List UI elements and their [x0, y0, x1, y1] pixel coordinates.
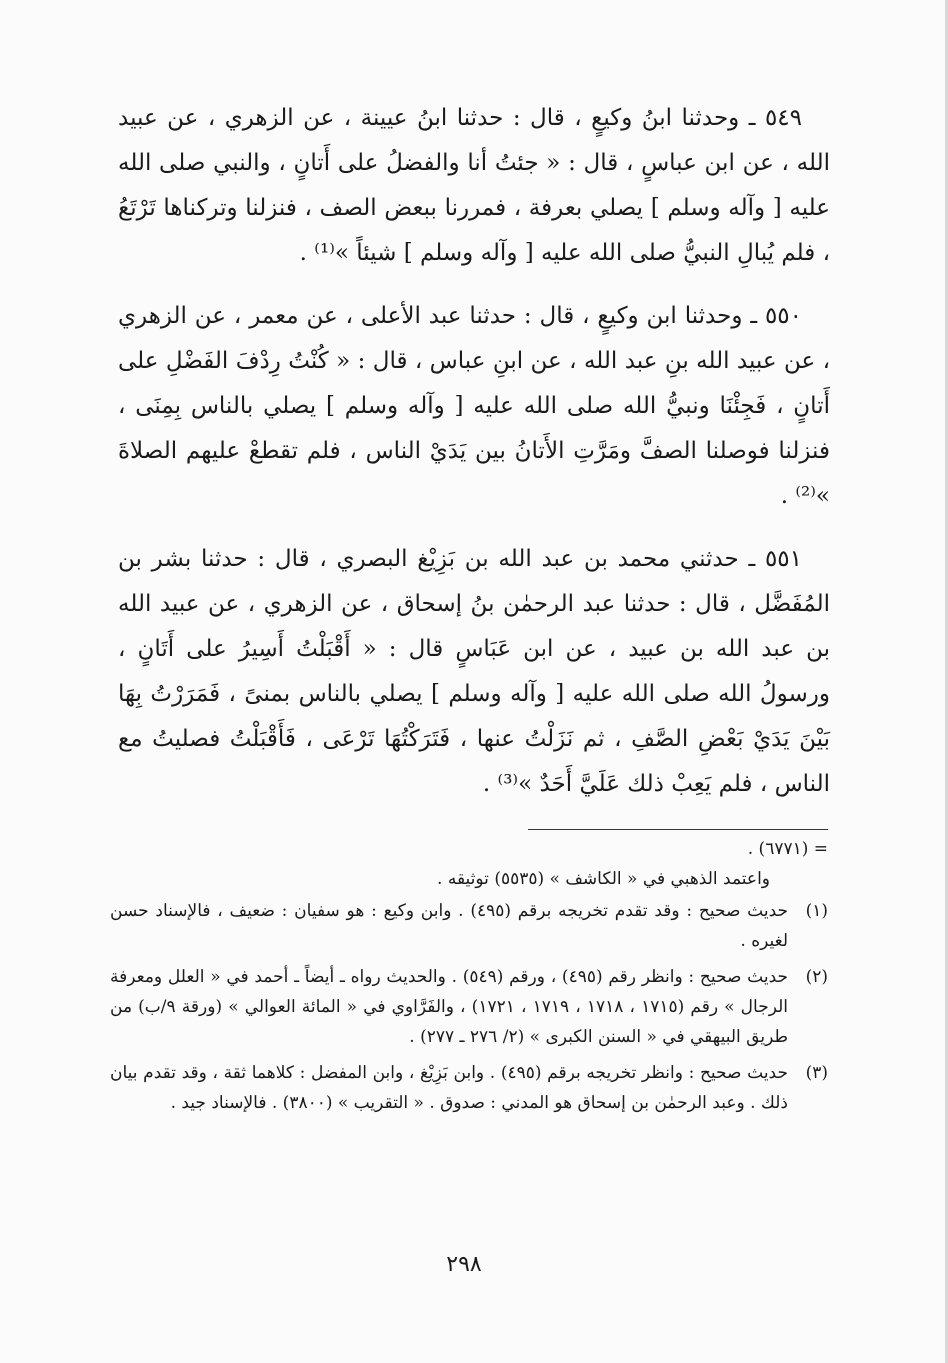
footnote-1 [110, 896, 828, 956]
main-text [118, 96, 830, 825]
footnote-mark: (٢) [805, 967, 828, 987]
footnote-text: حديث صحيح : وانظر تخريجه برقم (٤٩٥) . وابن بَزِيْغ ، وابن المفضل : كلاهما ثقة ، وقد تقدم بيان ذلك . وعبد الرحمٰن بن إسحاق هو المدني : صدوق . « التقريب » (٣٨٠٠) . فالإسناد جيد . [110, 1063, 788, 1113]
hadith-text: ـ وحدثنا ابن وكيعٍ ، قال : حدثنا عبد الأعلى ، عن معمر ، عن الزهري ، عن عبيد الله بنِ عبد الله ، عن ابنِ عباس ، قال : « كُنْتُ رِدْفَ الفَضْلِ على أَتانٍ ، فَجِئْنَا ونبيُّ الله صلى الله عليه [ وآله وسلم ] يصلي بالناس بِمِنَى ، فنزلنا فوصلنا الصفَّ ومَرَّتِ الأَتانُ بين يَدَيْ الناس ، فلم تقطعْ عليهم الصلاةَ »⁽²⁾ . [118, 303, 830, 509]
page-number: ٢٩٨ [446, 1252, 482, 1277]
hadith-551 [118, 537, 830, 807]
hadith-number: ٥٥١ [764, 546, 802, 572]
footnote-mark: (١) [805, 901, 828, 921]
hadith-549 [118, 96, 830, 276]
hadith-text: ـ وحدثنا ابنُ وكيعٍ ، قال : حدثنا ابنُ عيينة ، عن الزهري ، عن عبيد الله ، عن ابن عباسٍ ، قال : « جئتُ أنا والفضلُ على أَتانٍ ، والنبي صلى الله عليه [ وآله وسلم ] يصلي بعرفة ، فمررنا ببعض الصف ، فنزلنا وتركناها تَرْتَعُ ، فلم يُبالِ النبيُّ صلى الله عليه [ وآله وسلم ] شيئاً »⁽¹⁾ . [118, 105, 830, 266]
footnote-mark: (٣) [805, 1063, 828, 1083]
footnote-2 [110, 962, 828, 1052]
footnote-continuation: واعتمد الذهبي في « الكاشف » (٥٥٣٥) توثيقه . [437, 869, 770, 889]
hadith-number: ٥٤٩ [764, 105, 803, 131]
footnotes [110, 834, 828, 1124]
footnote-continuation: = (٦٧٧١) . [747, 839, 828, 859]
footnote-text: حديث صحيح : وانظر رقم (٤٩٥) ، ورقم (٥٤٩) . والحديث رواه ـ أيضاً ـ أحمد في « العلل ومعرفة الرجال » رقم (١٧١٥ ، ١٧١٨ ، ١٧١٩ ، ١٧٢١) ، والفَرَّاوي في « المائة العوالي » (ورقة ٩/ب) من طريق البيهقي في « السنن الكبرى » (٢/ ٢٧٦ ـ ٢٧٧) . [110, 967, 789, 1047]
footnote-separator [528, 829, 828, 830]
hadith-number: ٥٥٠ [764, 303, 803, 329]
footnote-text: حديث صحيح : وقد تقدم تخريجه برقم (٤٩٥) . وابن وكيع : هو سفيان : ضعيف ، فالإسناد حسن لغيره . [110, 901, 788, 951]
hadith-550 [118, 294, 830, 519]
footnote-3 [110, 1058, 828, 1118]
hadith-text: ـ حدثني محمد بن عبد الله بن بَزِيْغ البصري ، قال : حدثنا بشر بن المُفَضَّل ، قال : حدثنا عبد الرحمٰن بنُ إسحاق ، عن الزهري ، عن عبيد الله بن عبد الله بن عبيد ، عن ابن عَبَاسٍ قال : « أَقْبَلْتُ أَسِيرُ على أَتَانٍ ، ورسولُ الله صلى الله عليه [ وآله وسلم ] يصلي بالناس بمنىً ، فَمَرَرْتُ بِهَا بَيْنَ يَدَيْ بَعْضِ الصَّفِ ، ثم نَزَلْتُ عنها ، فَتَرَكْتُهَا تَرْعَى ، فَأَقْبَلْتُ فصليتُ مع الناس ، فلم يَعِبْ ذلك عَلَيَّ أَحَدٌ »⁽³⁾ . [118, 546, 830, 797]
